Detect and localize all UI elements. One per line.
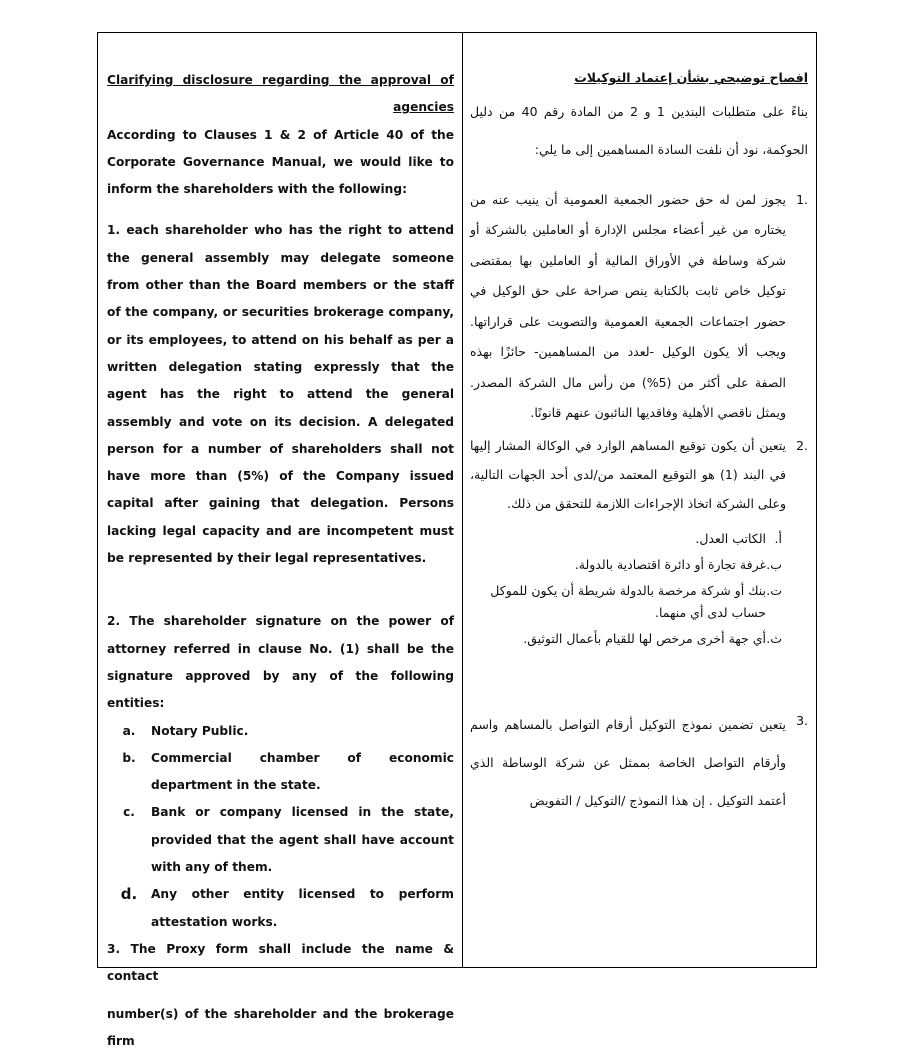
sub-item-marker: ب. [766,554,782,576]
english-title-continued: agencies [107,94,454,121]
sub-item-marker: d. [107,881,151,936]
arabic-item-number: .2 [786,431,808,518]
sub-item-marker: a. [107,718,151,745]
english-item-3-continued: number(s) of the shareholder and the brokerage firm [107,1001,454,1055]
arabic-sub-item [470,554,808,576]
arabic-item-text: يتعين تضمين نموذج التوكيل أرقام التواصل بالمساهم واسم وأرقام التواصل الخاصة بممثل عن شركة الوساطة الذي أعتمد التوكيل . إن هذا النموذج /التوكيل / التفويض [470,706,786,820]
english-sub-item [107,718,454,745]
arabic-item-number: .3 [786,706,808,820]
disclosure-table [97,32,817,968]
arabic-item-text: يجوز لمن له حق حضور الجمعية العمومية أن ينيب عنه من يختاره من غير أعضاء مجلس الإدارة أو العاملين بالشركة أو شركة وساطة في الأوراق المالية أو العاملين بها بمقتضى توكيل خاص ثابت بالكتابة ينص صراحة على حق الوكيل في حضور اجتماعات الجمعية العمومية والتصويت على قراراتها. ويجب ألا يكون الوكيل -لعدد من المساهمين- حائزًا بهذه الصفة على أكثر من (5%) من رأس مال الشركة المصدر. ويمثل ناقصي الأهلية وفاقديها النائبون عنهم قانونًا. [470,185,786,429]
arabic-item-3 [470,706,808,820]
column-divider [462,33,463,967]
arabic-item-text: يتعين أن يكون توقيع المساهم الوارد في الوكالة المشار إليها في البند (1) هو التوقيع المعتمد من/لدى أحد الجهات التالية، وعلى الشركة اتخاذ الإجراءات اللازمة للتحقق من ذلك. [470,431,786,518]
english-sub-item [107,799,454,881]
arabic-item-2 [470,431,808,518]
english-item-3: 3. The Proxy form shall include the name & contact [107,936,454,991]
sub-item-text: بنك أو شركة مرخصة بالدولة شريطة أن يكون للموكل حساب لدى أي منهما. [470,580,766,624]
arabic-sub-item [470,528,808,550]
sub-item-marker: b. [107,745,151,800]
sub-item-text: Any other entity licensed to perform attestation works. [151,881,454,936]
english-sub-item [107,881,454,936]
arabic-sub-item [470,628,808,650]
sub-item-text: Notary Public. [151,718,454,745]
arabic-item-1 [470,185,808,429]
sub-item-text: الكاتب العدل. [470,528,766,550]
arabic-item-number: .1 [786,185,808,429]
sub-item-marker: ث. [766,628,782,650]
sub-item-marker: ت. [766,580,782,624]
arabic-title: افصاح توضيحي بشأن إعتماد التوكيلات [470,63,808,93]
english-item-2: 2. The shareholder signature on the power of attorney referred in clause No. (1) shall be the signature approved by any of the following entities: [107,608,454,717]
sub-item-marker: c. [107,799,151,881]
english-item-1: 1. each shareholder who has the right to attend the general assembly may delegate someone from other than the Board members or the staff of the company, or securities brokerage company, or its employees, to attend on his behalf as per a written delegation stating expressly that the agent has the right to attend the general assembly and vote on its decision. A delegated person for a number of shareholders shall not have more than (5%) of the Company issued capital after gaining that delegation. Persons lacking legal capacity and are incompetent must be represented by their legal representatives. [107,217,454,572]
arabic-intro: بناءً على متطلبات البندين 1 و 2 من المادة رقم 40 من دليل الحوكمة، نود أن نلفت السادة المساهمين إلى ما يلي: [470,93,808,169]
english-sub-item [107,745,454,800]
english-intro: According to Clauses 1 & 2 of Article 40 of the Corporate Governance Manual, we would like to inform the shareholders with the following: [107,122,454,204]
english-column [107,67,454,1055]
arabic-sub-item [470,580,808,624]
sub-item-text: أي جهة أخرى مرخص لها للقيام بأعمال التوثيق. [470,628,766,650]
english-title: Clarifying disclosure regarding the approval of [107,67,454,94]
sub-item-text: Bank or company licensed in the state, provided that the agent shall have account with any of them. [151,799,454,881]
sub-item-text: Commercial chamber of economic department in the state. [151,745,454,800]
sub-item-text: غرفة تجارة أو دائرة اقتصادية بالدولة. [470,554,766,576]
arabic-column [470,63,808,820]
sub-item-marker: أ. [766,528,782,550]
